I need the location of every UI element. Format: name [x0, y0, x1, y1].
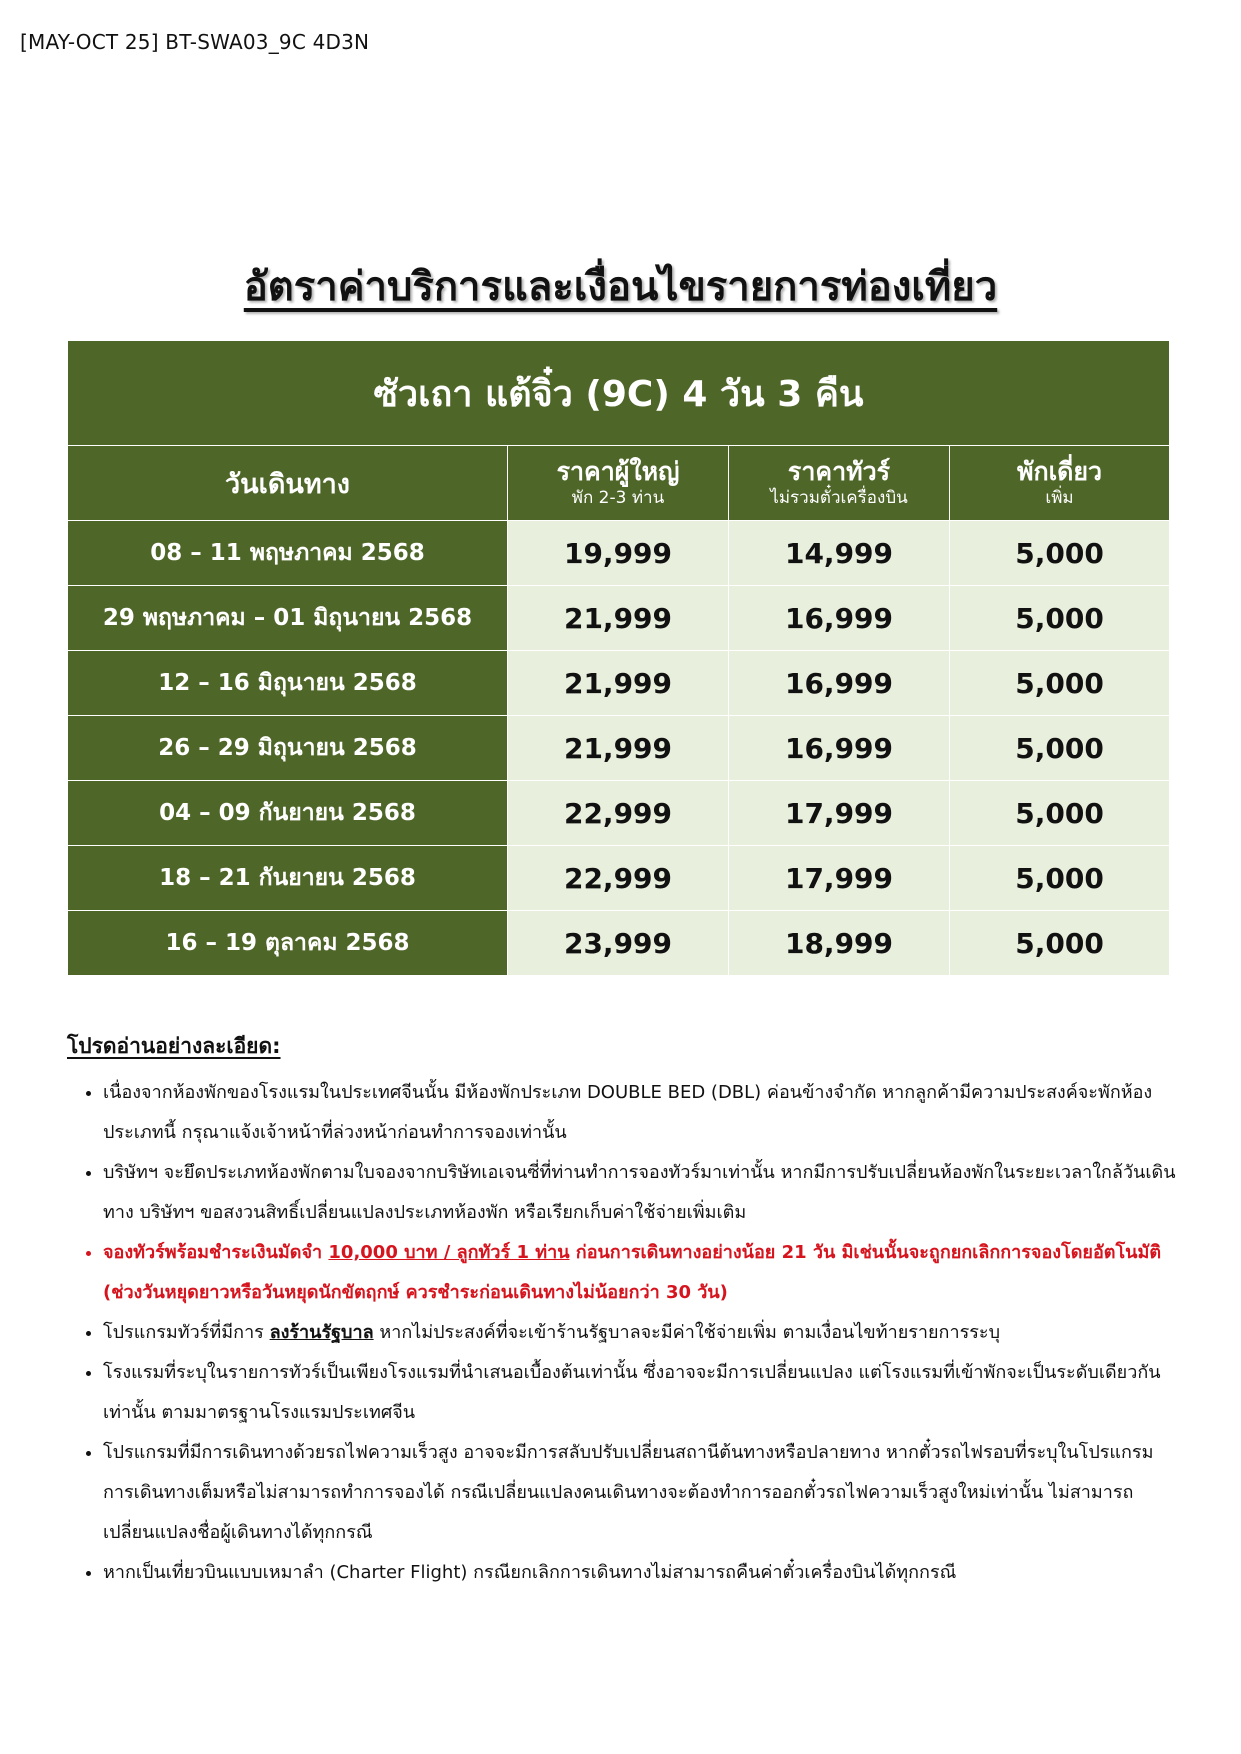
travel-date-cell: 16 – 19 ตุลาคม 2568: [68, 911, 508, 976]
page-title: อัตราค่าบริการและเงื่อนไขรายการท่องเที่ยว: [243, 264, 998, 310]
adult-price-cell: 21,999: [508, 651, 729, 716]
note-deposit-post: ก่อนการเดินทางอย่างน้อย 21 วัน มิเช่นนั้นจะถูกยกเลิกการจองโดยอัตโนมัติ (ช่วงวันหยุดยาวหรือวันหยุดนักขัตฤกษ์ ควรชำระก่อนเดินทางไม่น้อยกว่า 30 วัน): [103, 1242, 1162, 1303]
tour-name-row: [68, 341, 1170, 446]
header-tour-price: [729, 446, 950, 521]
tour-price-cell: 17,999: [729, 781, 950, 846]
note-item-deposit: [103, 1233, 1177, 1313]
header-tour-price-label: ราคาทัวร์: [787, 457, 891, 486]
single-supplement-cell: 5,000: [950, 911, 1170, 976]
note-shop-post: หากไม่ประสงค์ที่จะเข้าร้านรัฐบาลจะมีค่าใช้จ่ายเพิ่ม ตามเงื่อนไขท้ายรายการระบุ: [373, 1322, 1000, 1343]
note-deposit-pre: จองทัวร์พร้อมชำระเงินมัดจำ: [103, 1242, 329, 1263]
travel-date-cell: 26 – 29 มิถุนายน 2568: [68, 716, 508, 781]
table-row: [68, 846, 1170, 911]
table-row: [68, 911, 1170, 976]
notes-title: โปรดอ่านอย่างละเอียด:: [67, 1034, 281, 1058]
tour-price-cell: 16,999: [729, 651, 950, 716]
note-shop-pre: โปรแกรมทัวร์ที่มีการ: [103, 1322, 270, 1343]
tour-price-cell: 17,999: [729, 846, 950, 911]
tour-price-cell: 16,999: [729, 586, 950, 651]
travel-date-cell: 29 พฤษภาคม – 01 มิถุนายน 2568: [68, 586, 508, 651]
tour-price-cell: 18,999: [729, 911, 950, 976]
table-row: [68, 521, 1170, 586]
table-row: [68, 651, 1170, 716]
single-supplement-cell: 5,000: [950, 586, 1170, 651]
table-row: [68, 716, 1170, 781]
adult-price-cell: 22,999: [508, 846, 729, 911]
header-single-supplement: [950, 446, 1170, 521]
travel-date-cell: 04 – 09 กันยายน 2568: [68, 781, 508, 846]
note-item: • เนื่องจากห้องพักของโรงแรมในประเทศจีนนั้น มีห้องพักประเภท DOUBLE BED (DBL) ค่อนข้างจำกัด หากลูกค้ามีความประสงค์จะพักห้องประเภทนี้ กรุณาแจ้งเจ้าหน้าที่ล่วงหน้าก่อนทำการจองเท่านั้น: [103, 1073, 1177, 1153]
header-single-label: พักเดี่ยว: [1016, 457, 1103, 486]
tour-price-cell: 16,999: [729, 716, 950, 781]
tour-name: ซัวเถา แต้จิ๋ว (9C) 4 วัน 3 คืน: [68, 341, 1170, 446]
notes-list: [67, 1073, 1177, 1593]
document-code: [MAY-OCT 25] BT-SWA03_9C 4D3N: [20, 30, 370, 54]
table-row: [68, 781, 1170, 846]
header-adult-price: [508, 446, 729, 521]
note-item: • หากเป็นเที่ยวบินแบบเหมาลำ (Charter Flight) กรณียกเลิกการเดินทางไม่สามารถคืนค่าตั๋วเครื่องบินได้ทุกกรณี: [103, 1553, 1177, 1593]
note-shop-highlight: ลงร้านรัฐบาล: [269, 1322, 374, 1343]
table-row: [68, 586, 1170, 651]
header-travel-date: [68, 446, 508, 521]
note-item: • บริษัทฯ จะยึดประเภทห้องพักตามใบจองจากบริษัทเอเจนซี่ที่ท่านทำการจองทัวร์มาเท่านั้น หากมีการปรับเปลี่ยนห้องพักในระยะเวลาใกล้วันเดินทาง บริษัทฯ ขอสงวนสิทธิ์เปลี่ยนแปลงประเภทห้องพัก หรือเรียกเก็บค่าใช้จ่ายเพิ่มเติม: [103, 1153, 1177, 1233]
single-supplement-cell: 5,000: [950, 651, 1170, 716]
header-tour-price-sub: ไม่รวมตั๋วเครื่องบิน: [770, 488, 908, 508]
single-supplement-cell: 5,000: [950, 781, 1170, 846]
note-item: • โปรแกรมที่มีการเดินทางด้วยรถไฟความเร็วสูง อาจจะมีการสลับปรับเปลี่ยนสถานีต้นทางหรือปลายทาง หากตั๋วรถไฟรอบที่ระบุในโปรแกรมการเดินทางเต็มหรือไม่สามารถทำการจองได้ กรณีเปลี่ยนแปลงคนเดินทางจะต้องทำการออกตั๋วรถไฟความเร็วสูงใหม่เท่านั้น ไม่สามารถเปลี่ยนแปลงชื่อผู้เดินทางได้ทุกกรณี: [103, 1433, 1177, 1553]
note-item: • โรงแรมที่ระบุในรายการทัวร์เป็นเพียงโรงแรมที่นำเสนอเบื้องต้นเท่านั้น ซึ่งอาจจะมีการเปลี่ยนแปลง แต่โรงแรมที่เข้าพักจะเป็นระดับเดียวกันเท่านั้น ตามมาตรฐานโรงแรมประเทศจีน: [103, 1353, 1177, 1433]
header-travel-date-label: วันเดินทาง: [225, 468, 350, 500]
notes-section: [67, 1030, 1177, 1593]
travel-date-cell: 18 – 21 กันยายน 2568: [68, 846, 508, 911]
travel-date-cell: 08 – 11 พฤษภาคม 2568: [68, 521, 508, 586]
single-supplement-cell: 5,000: [950, 846, 1170, 911]
tour-price-cell: 14,999: [729, 521, 950, 586]
adult-price-cell: 22,999: [508, 781, 729, 846]
single-supplement-cell: 5,000: [950, 521, 1170, 586]
header-single-sub: เพิ่ม: [1045, 488, 1074, 508]
adult-price-cell: 19,999: [508, 521, 729, 586]
single-supplement-cell: 5,000: [950, 716, 1170, 781]
note-deposit-amount: 10,000 บาท / ลูกทัวร์ 1 ท่าน: [328, 1242, 570, 1263]
adult-price-cell: 23,999: [508, 911, 729, 976]
note-item-government-shop: [103, 1313, 1177, 1353]
table-header-row: [68, 446, 1170, 521]
travel-date-cell: 12 – 16 มิถุนายน 2568: [68, 651, 508, 716]
header-adult-price-sub: พัก 2-3 ท่าน: [571, 488, 665, 508]
header-adult-price-label: ราคาผู้ใหญ่: [556, 457, 680, 486]
price-table: [67, 340, 1170, 976]
adult-price-cell: 21,999: [508, 716, 729, 781]
adult-price-cell: 21,999: [508, 586, 729, 651]
